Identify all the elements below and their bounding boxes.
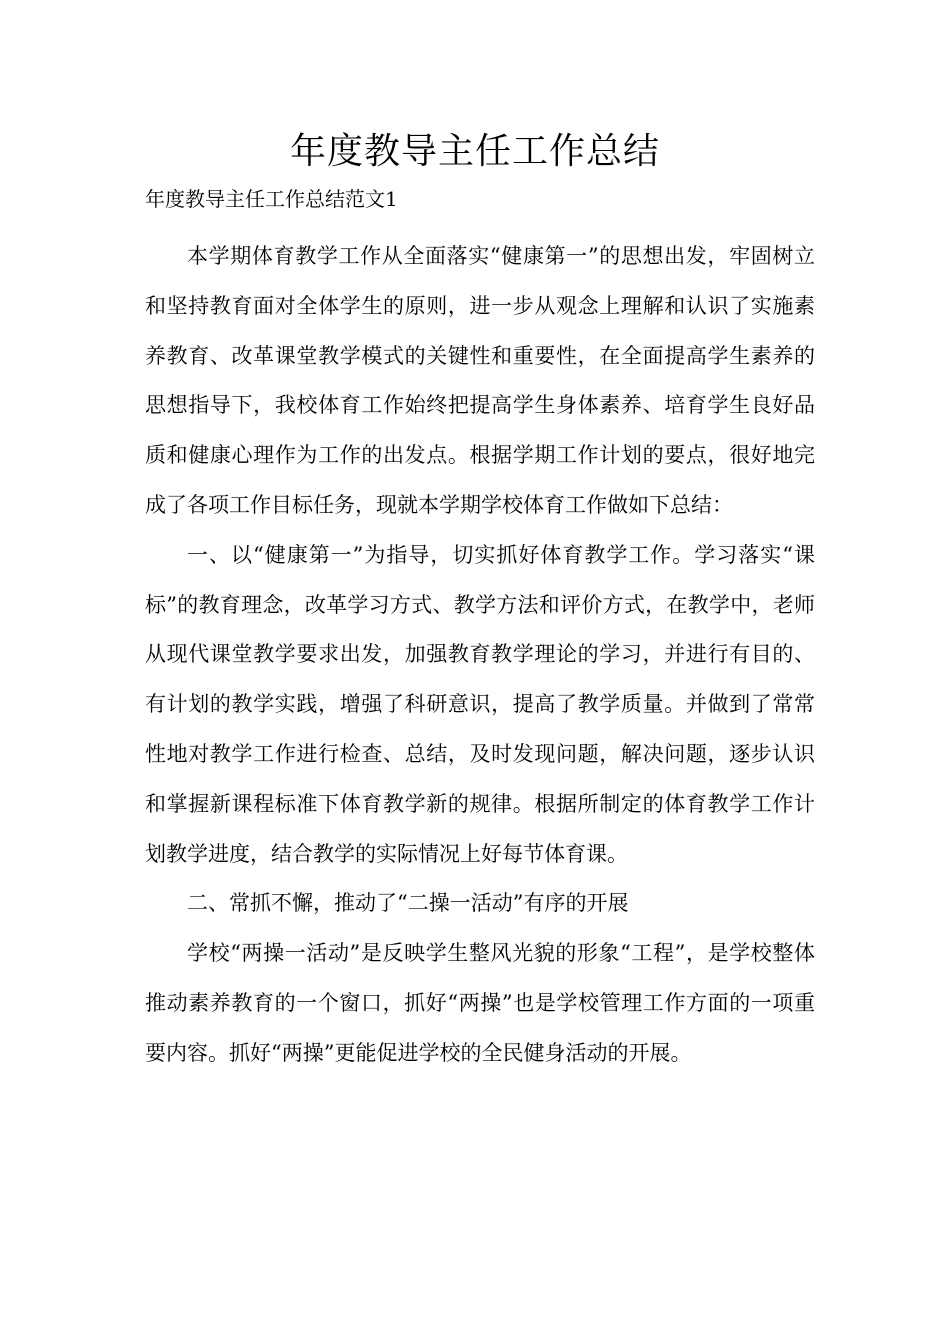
paragraph-intro: 本学期体育教学工作从全面落实“健康第一”的思想出发，牢固树立和坚持教育面对全体学生的原则，进一步从观念上理解和认识了实施素养教育、改革课堂教学模式的关键性和重要性，在全面提高学生素养的思想指导下，我校体育工作始终把提高学生身体素养、培育学生良好品质和健康心理作为工作的出发点。根据学期工作计划的要点，很好地完成了各项工作目标任务，现就本学期学校体育工作做如下总结： xyxy=(145,244,815,517)
document-title: 年度教导主任工作总结 xyxy=(289,131,660,172)
paragraph-section-two-heading: 二、常抓不懈，推动了“二操一活动”有序的开展 xyxy=(187,891,629,916)
document-body xyxy=(145,232,815,1079)
document-subtitle: 年度教导主任工作总结范文1 xyxy=(145,187,398,211)
paragraph-section-one: 一、以“健康第一”为指导，切实抓好体育教学工作。学习落实“课标”的教育理念，改革学习方式、教学方法和评价方式，在教学中，老师从现代课堂教学要求出发，加强教育教学理论的学习，并进行有目的、有计划的教学实践，增强了科研意识，提高了教学质量。并做到了常常性地对教学工作进行检查、总结，及时发现问题，解决问题，逐步认识和掌握新课程标准下体育教学新的规律。根据所制定的体育教学工作计划教学进度，结合教学的实际情况上好每节体育课。 xyxy=(145,542,815,866)
paragraph-section-two-body: 学校“两操一活动”是反映学生整风光貌的形象“工程”，是学校整体推动素养教育的一个窗口，抓好“两操”也是学校管理工作方面的一项重要内容。抓好“两操”更能促进学校的全民健身活动的开展。 xyxy=(145,941,815,1065)
